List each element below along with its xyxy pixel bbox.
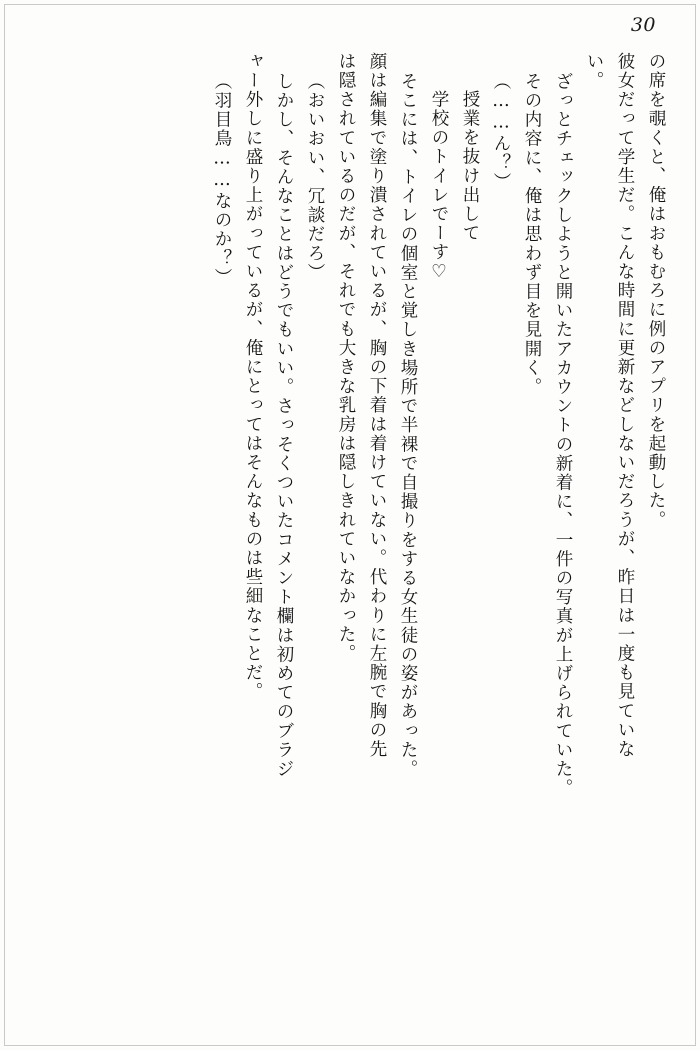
page-number: 30: [630, 14, 656, 36]
text-column: い。: [584, 52, 604, 91]
text-column: の席を覗くと、俺はおもむろに例のアプリを起動した。: [646, 52, 666, 530]
text-column: その内容に、俺は思わず目を見開く。: [522, 72, 542, 397]
text-column: 顔は編集で塗り潰されているが、胸の下着は着けていない。代わりに左腕で胸の先: [367, 52, 387, 759]
text-column: 学校のトイレでーす♡: [429, 90, 449, 284]
text-column: そこには、トイレの個室と覚しき場所で半裸で自撮りをする女生徒の姿があった。: [398, 72, 418, 779]
text-column: しかし、そんなことはどうでもいい。さっそくついたコメント欄は初めてのブラジ: [274, 72, 294, 779]
text-column: （羽目鳥……なのか？）: [212, 72, 232, 288]
vertical-text-body: [34, 52, 664, 1024]
text-column: （……ん？）: [491, 72, 511, 192]
text-column: は隠されているのだが、それでも大きな乳房は隠しきれていなかった。: [336, 52, 356, 664]
text-column: 彼女だって学生だ。こんな時間に更新などしないだろうが、昨日は一度も見ていな: [615, 52, 635, 759]
text-column: （おいおい、冗談だろ）: [305, 72, 325, 283]
text-column: ざっとチェックしようと開いたアカウントの新着に、一件の写真が上げられていた。: [553, 72, 573, 798]
text-column: 授業を抜け出して: [460, 90, 480, 243]
text-column: ャー外しに盛り上がっているが、俺にとってはそんなものは些細なことだ。: [243, 52, 263, 702]
